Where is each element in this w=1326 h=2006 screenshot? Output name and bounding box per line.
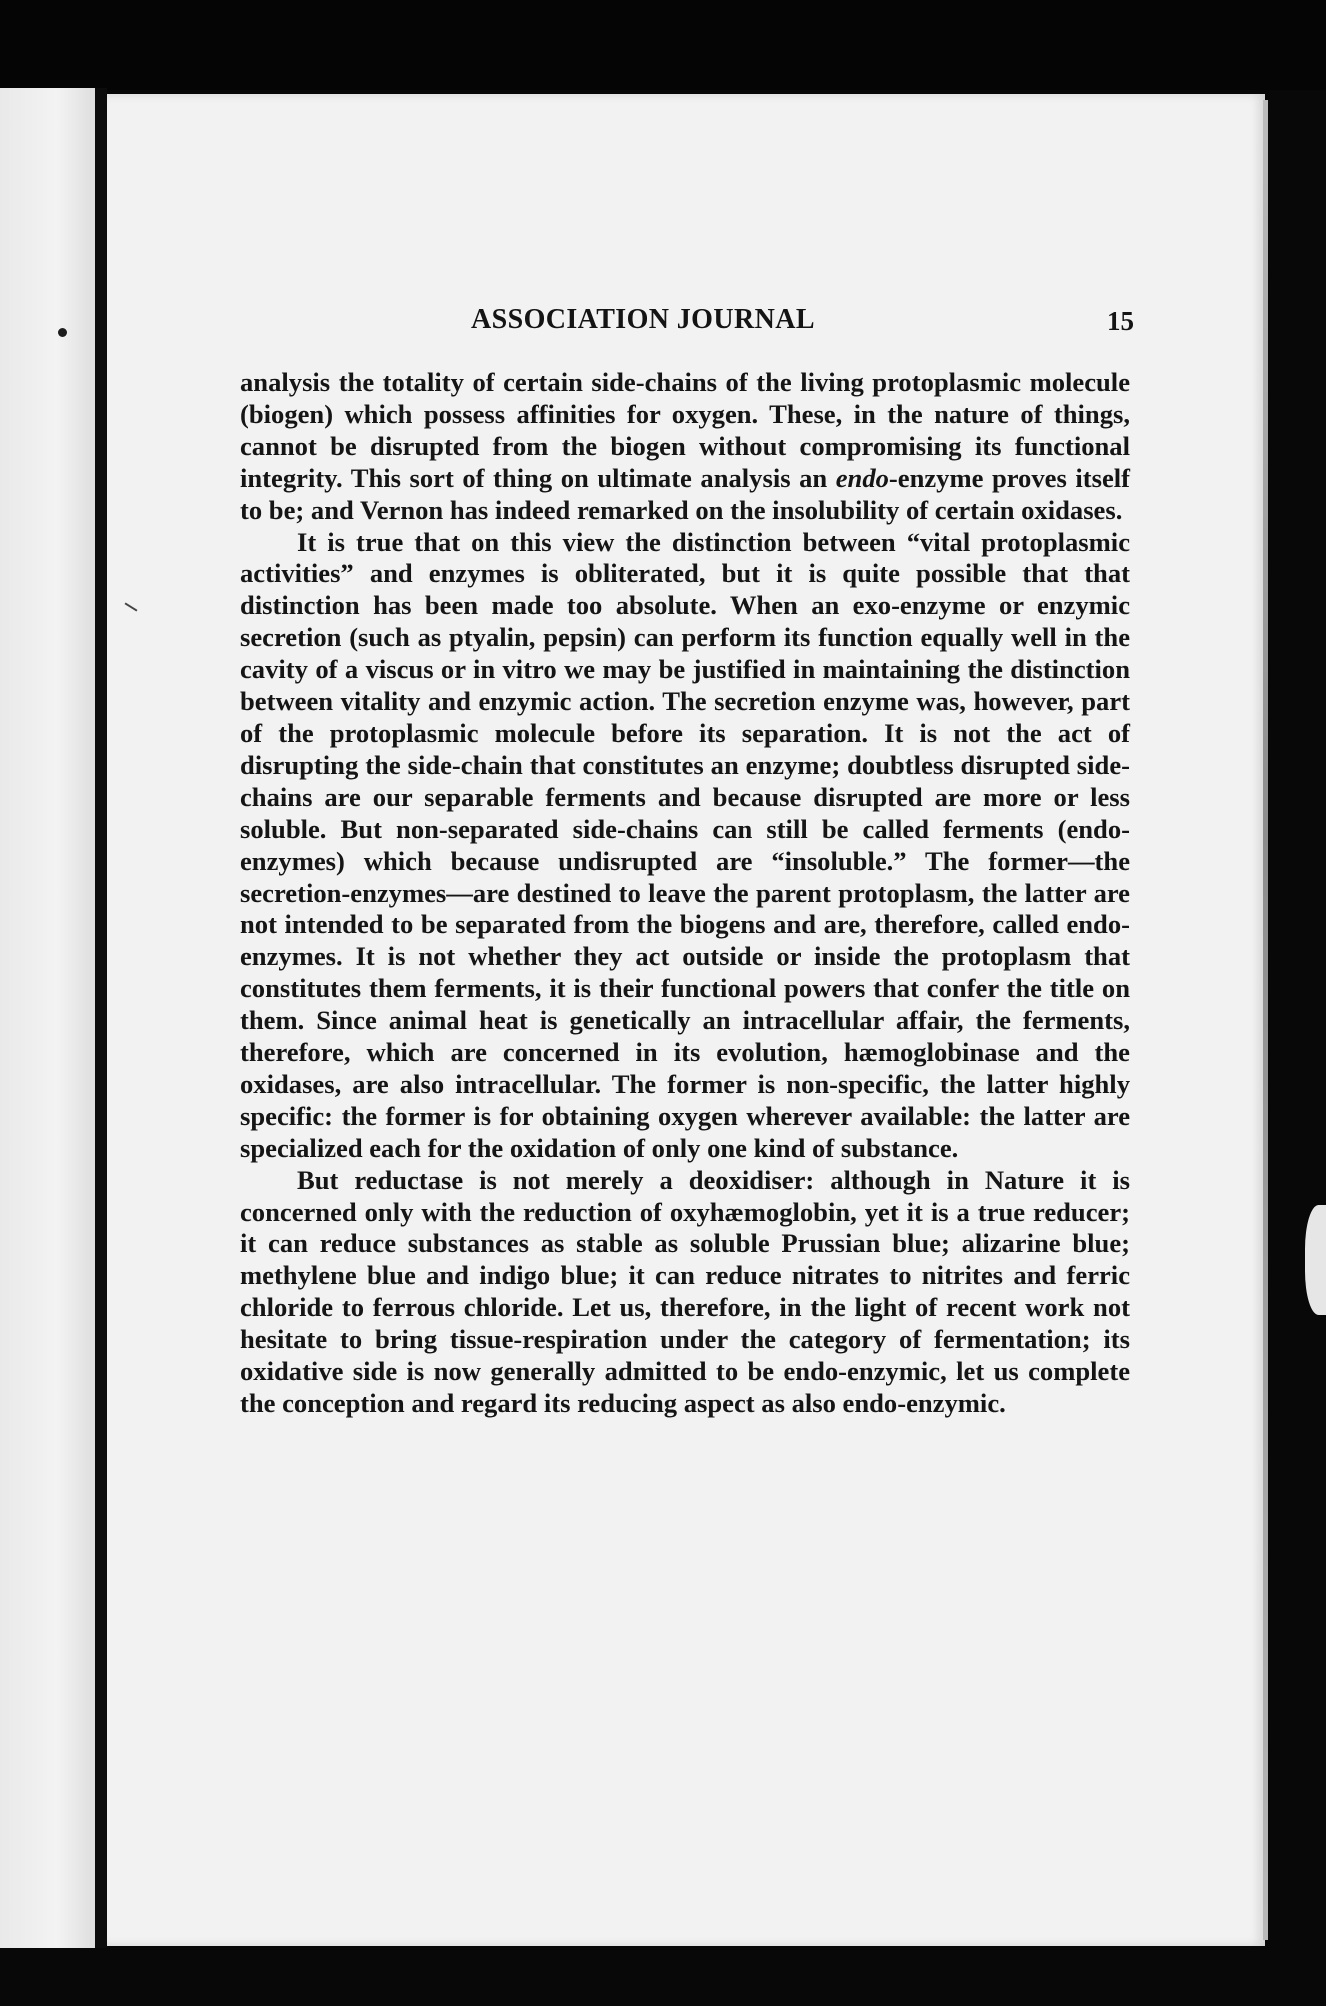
- paragraph: But reductase is not merely a deoxidiser: although in Nature it is concerned only with the reduction of oxyhæmoglobin, yet it is a true reducer; it can reduce substances as stable as soluble Prussian blue; alizarine blue; methylene blue and indigo blue; it can reduce nitrates to nitrites and ferric chloride to ferrous chloride. Let us, therefore, in the light of recent work not hesitate to bring tissue-respiration under the category of fermentation; its oxidative side is now generally admitted to be endo-enzymic, let us complete the conception and regard its reducing aspect as also endo-enzymic.: [240, 1164, 1130, 1418]
- paragraph: It is true that on this view the distinction between “vital protoplasmic activities” and enzymes is obliterated, but it is quite possible that that distinction has been made too absolute. When an exo-enzyme or enzymic secretion (such as ptyalin, pepsin) can perform its function equally well in the cavity of a viscus or in vitro we may be justified in maintaining the distinction between vitality and enzymic action. The secretion enzyme was, however, part of the protoplasmic molecule before its separation. It is not the act of disrupting the side-chain that constitutes an enzyme; doubtless disrupted side-chains are our separable ferments and because disrupted are more or less soluble. But non-separated side-chains can still be called ferments (endo-enzymes) which because undisrupted are “insoluble.” The former—the secretion-enzymes—are destined to leave the parent protoplasm, the latter are not intended to be separated from the biogens and are, therefore, called endo-enzymes. It is not whether they act outside or inside the protoplasm that constitutes them ferments, it is their functional powers that confer the title on them. Since animal heat is genetically an intracellular affair, the ferments, therefore, which are concerned in its evolution, hæmoglobinase and the oxidases, are also intracellular. The former is non-specific, the latter highly specific: the former is for obtaining oxygen wherever available: the latter are specialized each for the oxidation of only one kind of substance.: [240, 526, 1130, 1163]
- page-edge-shadow: [1263, 100, 1268, 1940]
- emphasis: endo: [835, 462, 889, 493]
- book-gutter: [95, 88, 107, 1948]
- running-head: [244, 304, 1134, 338]
- ink-dot: [58, 328, 67, 337]
- body-text: [240, 367, 1130, 1420]
- paragraph: analysis the totality of certain side-chains of the living protoplasmic molecule (biogen) which possess affinities for oxygen. These, in the nature of things, cannot be disrupted from the biogen without compromising its functional integrity. This sort of thing on ultimate analysis an endo-enzyme proves itself to be; and Vernon has indeed remarked on the insolubility of certain oxidases.: [240, 367, 1130, 525]
- facing-page-edge: [0, 88, 95, 1948]
- running-title: ASSOCIATION JOURNAL: [471, 304, 815, 335]
- scan-top-border: [0, 0, 1326, 90]
- page-number: 15: [1107, 306, 1134, 336]
- scan-artifact: [1305, 1205, 1326, 1315]
